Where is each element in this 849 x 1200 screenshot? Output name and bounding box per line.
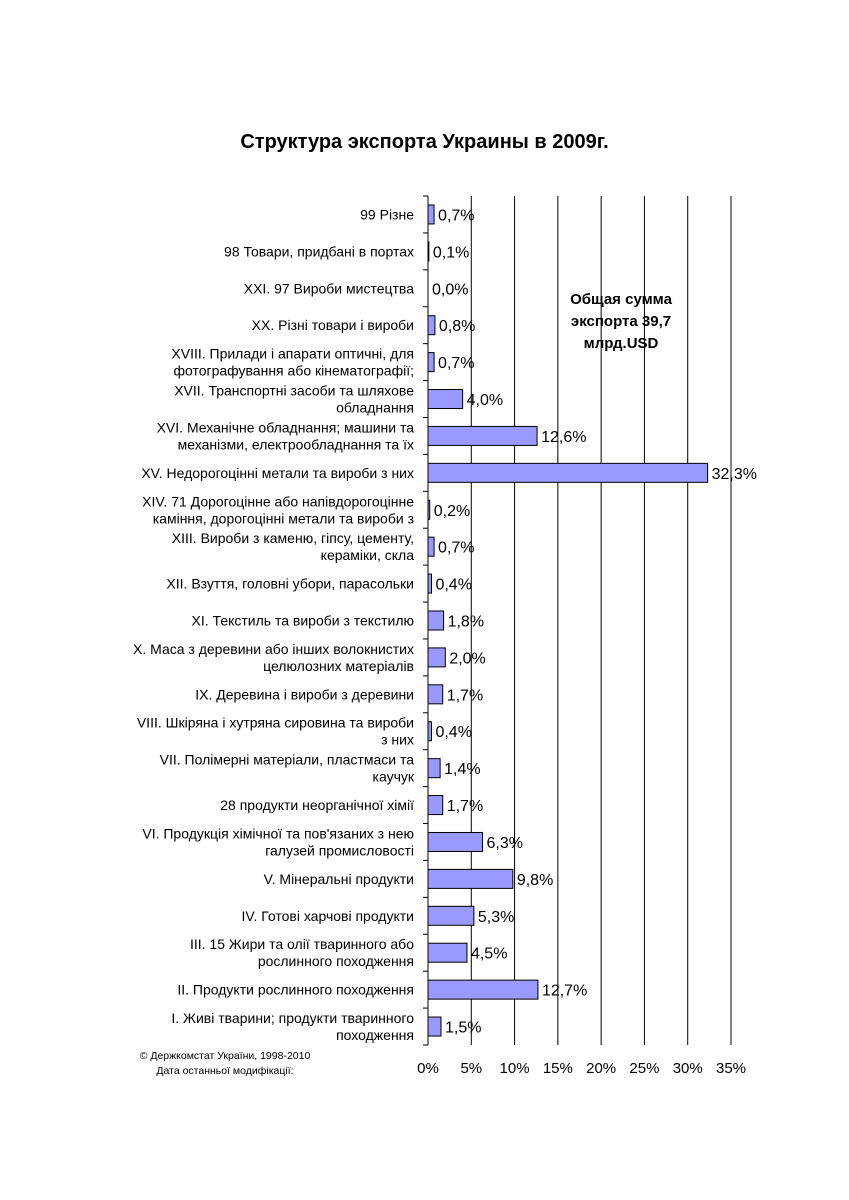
data-label: 6,3%	[486, 834, 524, 852]
category-label: походження	[336, 1027, 414, 1044]
bar	[428, 943, 467, 962]
data-label: 12,6%	[541, 428, 587, 446]
category-label: каміння, дорогоцінні метали та вироби з	[152, 510, 414, 527]
data-label: 0,4%	[435, 724, 472, 742]
bar	[428, 537, 434, 556]
category-label: III. 15 Жири та олії тваринного або	[189, 936, 414, 953]
bar	[428, 390, 463, 409]
bar	[428, 869, 513, 888]
category-label: XIV. 71 Дорогоцінне або напівдорогоцінне	[142, 493, 414, 510]
data-label: 5,3%	[477, 908, 515, 926]
annotation-line: Общая сумма	[570, 291, 672, 308]
data-label: 0,4%	[435, 576, 472, 594]
category-label: IX. Деревина і вироби з деревини	[195, 686, 414, 703]
category-label: механізми, електрообладнання та їх	[177, 436, 414, 453]
total-export-annotation	[540, 289, 702, 355]
x-tick-label: 25%	[629, 1060, 660, 1077]
category-label: рослинного походження	[257, 953, 414, 970]
category-label: X. Маса з деревини або інших волокнистих	[133, 640, 414, 657]
annotation-line: экспорта 39,7	[570, 313, 672, 330]
bar	[428, 611, 444, 630]
category-label: XVIII. Прилади і апарати оптичні, для	[171, 345, 414, 362]
data-label: 0,0%	[432, 281, 469, 299]
bar	[428, 353, 434, 372]
category-label: XXI. 97 Вироби мистецтва	[243, 280, 414, 297]
bar	[428, 316, 435, 335]
category-label: XII. Взуття, головні убори, парасольки	[166, 575, 414, 592]
category-label: галузей промисловості	[265, 842, 414, 859]
data-label: 4,5%	[470, 945, 508, 963]
data-label: 0,7%	[438, 355, 475, 373]
chart-title: Структура экспорта Украины в 2009г.	[240, 131, 609, 153]
data-label: 9,8%	[516, 871, 554, 889]
x-tick-label: 0%	[417, 1060, 439, 1077]
data-label: 1,7%	[446, 687, 484, 705]
category-label: IV. Готові харчові продукти	[241, 907, 414, 924]
axes	[423, 196, 428, 1045]
x-tick-label: 5%	[460, 1060, 483, 1077]
data-label: 0,8%	[438, 318, 476, 336]
bar	[428, 426, 537, 445]
category-label: обладнання	[336, 399, 414, 416]
data-label: 12,7%	[541, 982, 588, 1000]
category-label: з них	[381, 731, 414, 748]
data-label: 2,0%	[449, 650, 486, 668]
category-label: XV. Недорогоцінні метали та вироби з них	[141, 464, 414, 481]
bar	[428, 759, 440, 778]
x-tick-label: 10%	[499, 1060, 530, 1077]
category-label: I. Живі тварини; продукти тваринного	[171, 1010, 414, 1027]
category-label: кераміки, скла	[320, 547, 414, 564]
bar	[428, 685, 443, 704]
category-label: XI. Текстиль та вироби з текстилю	[191, 612, 414, 629]
category-label: 98 Товари, придбані в портах	[224, 243, 414, 260]
category-label: XVII. Транспортні засоби та шляхове	[174, 382, 414, 399]
data-label: 1,8%	[447, 613, 485, 631]
source-note	[120, 1049, 330, 1079]
data-label: 1,7%	[446, 798, 484, 816]
data-label: 1,5%	[444, 1019, 482, 1037]
x-tick-label: 35%	[715, 1060, 747, 1077]
annotation-line: млрд.USD	[583, 335, 659, 352]
category-label: 28 продукти неорганічної хімії	[220, 797, 414, 814]
data-label: 0,1%	[432, 244, 470, 262]
x-tick-labels	[417, 1060, 746, 1077]
source-copyright: © Держкомстат України, 1998-2010	[139, 1050, 311, 1062]
category-label: XX. Різні товари і вироби	[251, 317, 414, 334]
category-label: фотографування або кінематографії;	[173, 362, 414, 379]
data-label: 32,3%	[711, 465, 758, 483]
data-label: 4,0%	[466, 392, 504, 410]
category-label: VII. Полімерні матеріали, пластмаси та	[159, 751, 414, 768]
category-label: целюлозних матеріалів	[263, 657, 414, 674]
category-label: XIII. Вироби з каменю, гіпсу, цементу,	[171, 530, 414, 547]
bar	[428, 832, 483, 851]
bar	[428, 648, 445, 667]
bar	[428, 980, 538, 999]
bar	[428, 906, 474, 925]
category-label: каучук	[372, 768, 414, 785]
data-label: 0,7%	[438, 539, 475, 557]
data-label: 0,2%	[433, 502, 471, 520]
bar	[428, 463, 708, 482]
category-label: 99 Різне	[360, 206, 414, 223]
data-label: 0,7%	[438, 207, 475, 225]
x-tick-label: 20%	[586, 1060, 617, 1077]
bar	[428, 1017, 441, 1036]
category-label: XVI. Механічне обладнання; машини та	[156, 419, 414, 436]
category-label: VIII. Шкіряна і хутряна сировина та вироби	[136, 714, 414, 731]
category-label: V. Мінеральні продукти	[263, 870, 414, 887]
source-modified-date: Дата останньої модифікації:	[156, 1065, 294, 1077]
data-label: 1,4%	[444, 761, 481, 779]
x-tick-label: 15%	[542, 1060, 573, 1077]
category-label: II. Продукти рослинного походження	[177, 981, 414, 998]
category-labels	[133, 206, 415, 1043]
bar	[428, 796, 443, 815]
bar	[428, 722, 431, 741]
category-label: VI. Продукція хімічної та пов'язаних з нею	[142, 825, 414, 842]
x-tick-label: 30%	[672, 1060, 703, 1077]
bar	[428, 574, 431, 593]
bar	[428, 205, 434, 224]
